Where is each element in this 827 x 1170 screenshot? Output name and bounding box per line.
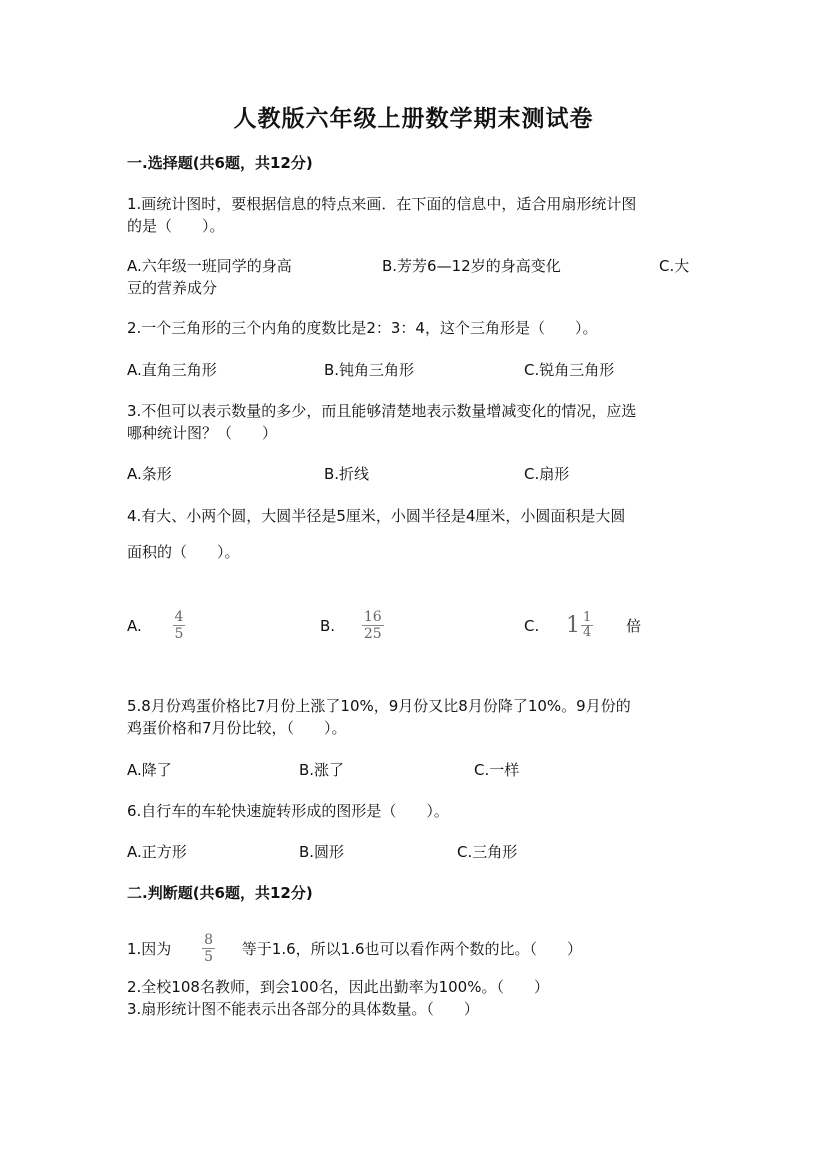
question-5-line2: 鸡蛋价格和7月份比较，（ ）。 (127, 719, 347, 737)
q4-option-c-label: C. (524, 616, 540, 635)
question-3-options (127, 463, 697, 485)
fraction-numerator: 8 (204, 932, 214, 948)
question-2-options (127, 359, 697, 381)
judgment-1 (127, 928, 697, 968)
q5-option-c[interactable]: C.一样 (474, 761, 520, 779)
q6-option-b[interactable]: B.圆形 (299, 843, 345, 861)
mixed-whole: 1 (566, 612, 581, 638)
question-3 (127, 400, 697, 444)
q1-option-c-continuation: 豆的营养成分 (127, 279, 218, 297)
q5-option-b[interactable]: B.涨了 (299, 761, 345, 779)
q6-option-c[interactable]: C.三角形 (457, 843, 518, 861)
fraction-denominator: 25 (363, 626, 382, 642)
page-title: 人教版六年级上册数学期末测试卷 (233, 105, 594, 132)
fraction-denominator: 4 (583, 625, 592, 640)
question-3-line1: 3.不但可以表示数量的多少，而且能够清楚地表示数量增减变化的情况，应选 (127, 402, 637, 420)
question-1 (127, 193, 697, 237)
q1-option-b[interactable]: B.芳芳6—12岁的身高变化 (382, 257, 561, 275)
fraction-numerator: 4 (174, 609, 184, 625)
section-heading-judgment: 二.判断题(共6题，共12分) (127, 884, 313, 902)
section-heading-choice: 一.选择题(共6题，共12分) (127, 154, 313, 172)
q4-option-a-fraction (173, 609, 186, 642)
q6-option-a[interactable]: A.正方形 (127, 843, 187, 861)
q3-option-c[interactable]: C.扇形 (524, 465, 570, 483)
question-6: 6.自行车的车轮快速旋转形成的图形是（ ）。 (127, 802, 449, 820)
question-1-options (127, 255, 697, 277)
question-1-line2: 的是（ ）。 (127, 217, 225, 235)
question-3-line2: 哪种统计图？（ ） (127, 424, 278, 442)
q2-option-a[interactable]: A.直角三角形 (127, 361, 217, 379)
q4-option-b-label: B. (320, 616, 336, 635)
q5-option-a[interactable]: A.降了 (127, 761, 172, 779)
q4-option-a[interactable] (127, 603, 185, 648)
question-2: 2.一个三角形的三个内角的度数比是2：3：4，这个三角形是（ ）。 (127, 319, 598, 337)
q4-option-c-mixed-number (566, 604, 593, 648)
judgment-1-prefix: 1.因为 (127, 939, 172, 958)
question-5-line1: 5.8月份鸡蛋价格比7月份上涨了10%，9月份又比8月份降了10%。9月份的 (127, 697, 631, 715)
mixed-fraction (581, 611, 593, 640)
judgment-3: 3.扇形统计图不能表示出各部分的具体数量。（ ） (127, 1000, 479, 1018)
judgment-2: 2.全校108名教师，到会100名，因此出勤率为100%。（ ） (127, 978, 549, 996)
q1-option-c[interactable]: C.大 (659, 257, 690, 275)
q1-option-a[interactable]: A.六年级一班同学的身高 (127, 257, 292, 275)
q4-option-c[interactable] (524, 603, 641, 648)
fraction-numerator: 16 (363, 609, 382, 625)
q4-option-b[interactable] (320, 603, 384, 648)
question-5-options (127, 759, 697, 781)
question-4-line2: 面积的（ ）。 (127, 543, 240, 561)
question-4-line1: 4.有大、小两个圆，大圆半径是5厘米，小圆半径是4厘米，小圆面积是大圆 (127, 507, 626, 525)
judgment-1-fraction (202, 932, 215, 965)
question-1-line1: 1.画统计图时，要根据信息的特点来画．在下面的信息中，适合用扇形统计图 (127, 195, 637, 213)
q4-option-a-label: A. (127, 616, 142, 635)
fraction-denominator: 5 (204, 949, 214, 965)
fraction-numerator: 1 (583, 610, 592, 625)
q2-option-b[interactable]: B.钝角三角形 (324, 361, 415, 379)
q3-option-a[interactable]: A.条形 (127, 465, 172, 483)
fraction-denominator: 5 (174, 626, 184, 642)
question-4-options (127, 603, 697, 647)
q2-option-c[interactable]: C.锐角三角形 (524, 361, 615, 379)
q4-option-b-fraction (362, 609, 384, 642)
q4-option-c-suffix: 倍 (626, 616, 642, 635)
question-6-options (127, 841, 697, 863)
q3-option-b[interactable]: B.折线 (324, 465, 370, 483)
judgment-1-suffix: 等于1.6，所以1.6也可以看作两个数的比。（ ） (241, 939, 583, 958)
question-5 (127, 695, 697, 739)
